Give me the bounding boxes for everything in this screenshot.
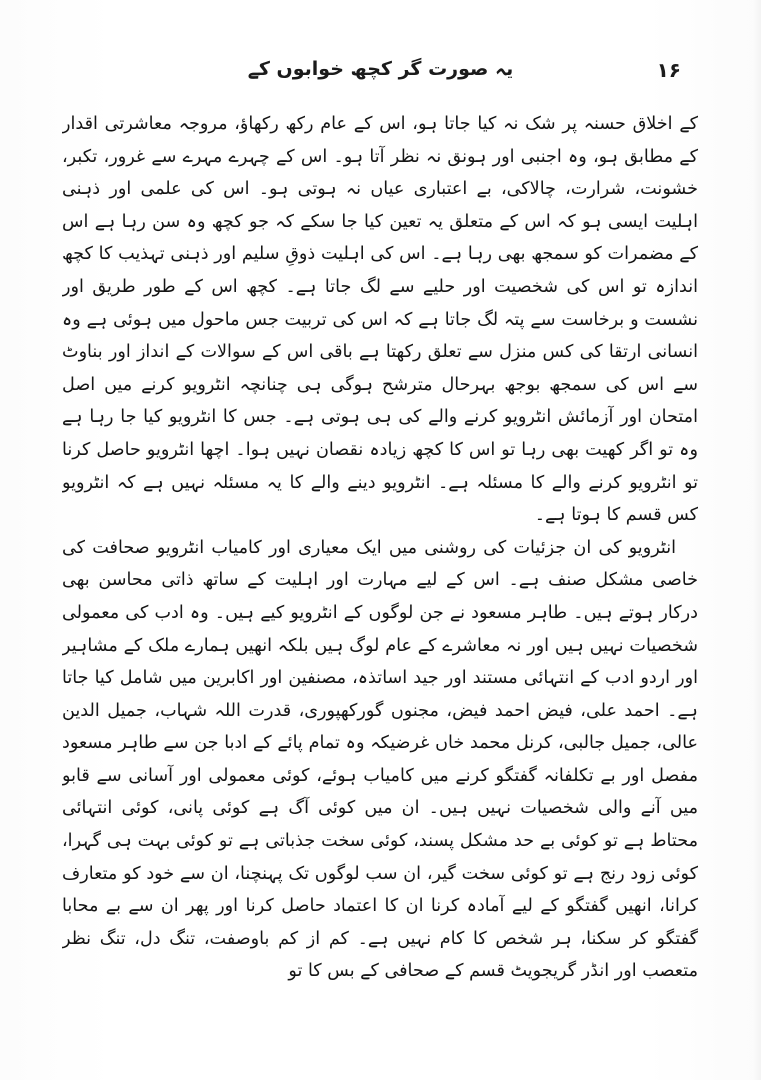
paragraph-1: کے اخلاق حسنہ پر شک نہ کیا جاتا ہو، اس کے عام رکھ رکھاؤ، مروجہ معاشرتی اقدار کے مطابق ہو، وہ اجنبی اور ہونق نہ نظر آتا ہو۔ اس کے چہرے مہرے سے غرور، تکبر، خشونت، شرارت، چالاکی، بے اعتباری عیاں نہ ہوتی ہو۔ اس کی علمی اور ذہنی اہلیت ایسی ہو کہ اس کے متعلق یہ تعین کیا جا سکے کہ جو کچھ وہ سن رہا ہے اس کے مضمرات کو سمجھ بھی رہا ہے۔ اس کی اہلیت ذوقِ سلیم اور ذہنی تہذیب کا کچھ اندازہ تو اس کی شخصیت اور حلیے سے لگ جاتا ہے۔ کچھ اس کے طور طریق اور نشست و برخاست سے پتہ لگ جاتا ہے کہ اس کی تربیت جس ماحول میں ہوئی ہے وہ انسانی ارتقا کی کس منزل سے تعلق رکھتا ہے باقی اس کے سوالات کے انداز اور بناوٹ سے اس کی سمجھ بوجھ بہرحال مترشح ہوگی ہی چنانچہ انٹرویو کرنے میں اصل امتحان اور آزمائش انٹرویو کرنے والے کی ہی ہوتی ہے۔ جس کا انٹرویو کیا جا رہا ہے وہ تو اگر کھیت بھی رہا تو اس کا کچھ زیادہ نقصان نہیں ہوا۔ اچھا انٹرویو حاصل کرنا تو انٹرویو کرنے والے کا مسئلہ ہے۔ انٹرویو دینے والے کا یہ مسئلہ نہیں ہے کہ انٹرویو کس قسم کا ہوتا ہے۔ — [62, 114, 698, 526]
paragraph-2: انٹرویو کی ان جزئیات کی روشنی میں ایک معیاری اور کامیاب انٹرویو صحافت کی خاصی مشکل صنف ہے۔ اس کے لیے مہارت اور اہلیت کے ساتھ ذاتی محاسن بھی درکار ہوتے ہیں۔ طاہر مسعود نے جن لوگوں کے انٹرویو کیے ہیں۔ وہ ادب کی معمولی شخصیات نہیں ہیں اور نہ معاشرے کے عام لوگ ہیں بلکہ انھیں ہمارے ملک کے مشاہیر اور اردو ادب کے انتہائی مستند اور جید اساتذہ، مصنفین اور اکابرین میں شامل کیا جاتا ہے۔ احمد علی، فیض احمد فیض، مجنوں گورکھپوری، قدرت اللہ شہاب، جمیل الدین عالی، جمیل جالبی، کرنل محمد خاں غرضیکہ وہ تمام پائے کے ادبا جن سے طاہر مسعود مفصل اور بے تکلفانہ گفتگو کرنے میں کامیاب ہوئے، کوئی معمولی اور آسانی سے قابو میں آنے والی شخصیات نہیں ہیں۔ ان میں کوئی آگ ہے کوئی پانی، کوئی انتہائی محتاط ہے تو کوئی بے حد مشکل پسند، کوئی سخت جذباتی ہے تو کوئی بہت ہی گہرا، کوئی زود رنج ہے تو کوئی سخت گیر، ان سب لوگوں تک پہنچنا، ان سے خود کو متعارف کرانا، انھیں گفتگو کے لیے آمادہ کرنا ان کا اعتماد حاصل کرنا اور پھر ان سے بے محابا گفتگو کر سکنا، ہر شخص کا کام نہیں ہے۔ کم از کم باوصفت، تنگ دل، تنگ نظر متعصب اور انڈر گریجویٹ قسم کے صحافی کے بس کا تو — [62, 537, 698, 982]
running-head — [60, 58, 701, 88]
running-title: یہ صورت گر کچھ خوابوں کے — [247, 58, 514, 80]
scan-edge-shadow — [753, 0, 761, 1080]
body-text — [62, 108, 698, 1048]
page-number: ۱۶ — [656, 58, 681, 82]
